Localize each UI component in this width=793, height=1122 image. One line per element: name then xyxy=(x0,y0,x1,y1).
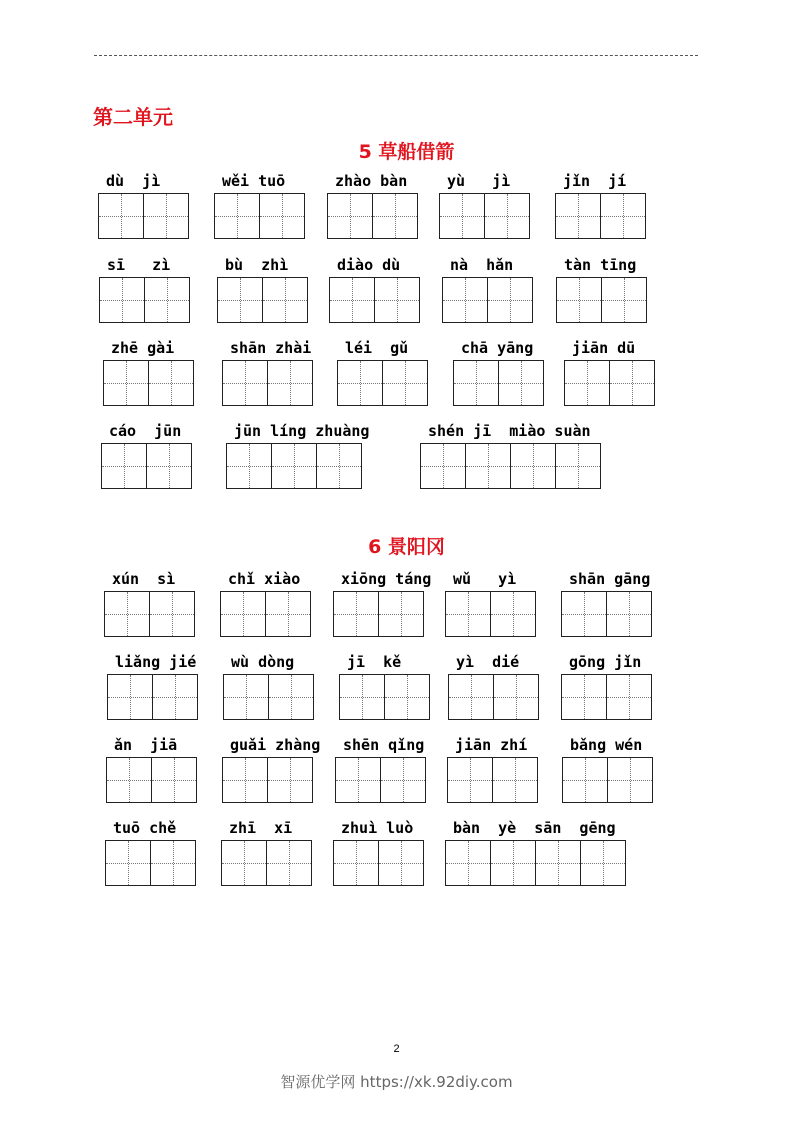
tianzige-cell[interactable] xyxy=(484,193,530,239)
tianzige-cell[interactable] xyxy=(510,443,556,489)
tianzige-cell[interactable] xyxy=(146,443,192,489)
tianzige-cell[interactable] xyxy=(105,840,151,886)
tianzige-cell[interactable] xyxy=(555,193,601,239)
tianzige-cell[interactable] xyxy=(447,757,493,803)
tianzige-cell[interactable] xyxy=(561,674,607,720)
pinyin-label: zhē gài xyxy=(111,339,175,357)
tianzige-cell[interactable] xyxy=(562,757,608,803)
exercise-item xyxy=(98,172,188,239)
tianzige-cell[interactable] xyxy=(580,840,626,886)
writing-boxes[interactable] xyxy=(220,591,310,637)
writing-boxes[interactable] xyxy=(107,674,197,720)
exercise-item xyxy=(220,570,310,637)
writing-boxes[interactable] xyxy=(217,277,307,323)
tianzige-cell[interactable] xyxy=(266,840,312,886)
pinyin-label: xún sì xyxy=(112,570,176,588)
pinyin-label: chā yāng xyxy=(461,339,534,357)
tianzige-cell[interactable] xyxy=(335,757,381,803)
tianzige-cell[interactable] xyxy=(148,360,194,406)
tianzige-cell[interactable] xyxy=(271,443,317,489)
tianzige-cell[interactable] xyxy=(535,840,581,886)
tianzige-cell[interactable] xyxy=(267,360,313,406)
tianzige-cell[interactable] xyxy=(465,443,511,489)
tianzige-cell[interactable] xyxy=(265,591,311,637)
writing-boxes[interactable] xyxy=(561,674,651,720)
pinyin-label: ǎn jiā xyxy=(114,736,178,754)
tianzige-cell[interactable] xyxy=(382,360,428,406)
exercise-item xyxy=(106,736,196,803)
pinyin-label: shān gāng xyxy=(569,570,651,588)
tianzige-cell[interactable] xyxy=(98,193,144,239)
writing-boxes[interactable] xyxy=(329,277,419,323)
tianzige-cell[interactable] xyxy=(268,674,314,720)
tianzige-cell[interactable] xyxy=(106,757,152,803)
writing-boxes[interactable] xyxy=(448,674,538,720)
tianzige-cell[interactable] xyxy=(490,840,536,886)
tianzige-cell[interactable] xyxy=(107,674,153,720)
tianzige-cell[interactable] xyxy=(600,193,646,239)
tianzige-cell[interactable] xyxy=(493,674,539,720)
exercise-item xyxy=(333,570,431,637)
writing-boxes[interactable] xyxy=(222,757,320,803)
pinyin-label: zhào bàn xyxy=(335,172,408,190)
pinyin-label: wěi tuō xyxy=(222,172,286,190)
writing-boxes[interactable] xyxy=(562,757,652,803)
writing-boxes[interactable] xyxy=(214,193,304,239)
pinyin-label: chǐ xiào xyxy=(228,570,301,588)
tianzige-cell[interactable] xyxy=(104,591,150,637)
writing-boxes[interactable] xyxy=(99,277,189,323)
tianzige-cell[interactable] xyxy=(609,360,655,406)
tianzige-cell[interactable] xyxy=(448,674,494,720)
writing-boxes[interactable] xyxy=(420,443,600,489)
tianzige-cell[interactable] xyxy=(453,360,499,406)
writing-boxes[interactable] xyxy=(223,674,313,720)
tianzige-cell[interactable] xyxy=(555,443,601,489)
exercise-item xyxy=(339,653,429,720)
tianzige-cell[interactable] xyxy=(498,360,544,406)
lesson-5-title: 5 草船借箭 xyxy=(358,141,455,163)
writing-boxes[interactable] xyxy=(556,277,646,323)
tianzige-cell[interactable] xyxy=(564,360,610,406)
footer-watermark: 智源优学网 https://xk.92diy.com xyxy=(280,1073,513,1091)
tianzige-cell[interactable] xyxy=(220,591,266,637)
writing-boxes[interactable] xyxy=(555,193,645,239)
tianzige-cell[interactable] xyxy=(149,591,195,637)
exercise-item xyxy=(445,819,625,886)
tianzige-cell[interactable] xyxy=(601,277,647,323)
exercise-item xyxy=(335,736,425,803)
pinyin-label: cáo jūn xyxy=(109,422,182,440)
pinyin-label: jī kě xyxy=(347,653,402,671)
tianzige-cell[interactable] xyxy=(144,277,190,323)
exercise-item xyxy=(561,653,651,720)
pinyin-label: shān zhài xyxy=(230,339,312,357)
tianzige-cell[interactable] xyxy=(150,840,196,886)
exercise-item xyxy=(222,736,320,803)
tianzige-cell[interactable] xyxy=(329,277,375,323)
pinyin-label: guǎi zhàng xyxy=(230,736,321,754)
tianzige-cell[interactable] xyxy=(607,757,653,803)
exercise-item xyxy=(453,339,543,406)
pinyin-label: bù zhì xyxy=(225,256,289,274)
top-dashed-rule xyxy=(94,55,698,56)
exercise-item xyxy=(103,339,193,406)
tianzige-cell[interactable] xyxy=(372,193,418,239)
exercise-item xyxy=(442,256,532,323)
exercise-item xyxy=(448,653,538,720)
pinyin-label: tàn tīng xyxy=(564,256,637,274)
tianzige-cell[interactable] xyxy=(380,757,426,803)
exercise-item xyxy=(105,819,195,886)
writing-boxes[interactable] xyxy=(445,840,625,886)
tianzige-cell[interactable] xyxy=(217,277,263,323)
tianzige-cell[interactable] xyxy=(221,840,267,886)
exercise-item xyxy=(333,819,423,886)
writing-boxes[interactable] xyxy=(439,193,529,239)
tianzige-cell[interactable] xyxy=(262,277,308,323)
tianzige-cell[interactable] xyxy=(226,443,272,489)
writing-boxes[interactable] xyxy=(339,674,429,720)
tianzige-cell[interactable] xyxy=(487,277,533,323)
exercise-item xyxy=(439,172,529,239)
exercise-item xyxy=(329,256,419,323)
exercise-item xyxy=(104,570,194,637)
unit-title: 第二单元 xyxy=(93,105,173,129)
tianzige-cell[interactable] xyxy=(492,757,538,803)
pinyin-label: sī zì xyxy=(107,256,171,274)
writing-boxes[interactable] xyxy=(222,360,312,406)
pinyin-label: yù jì xyxy=(447,172,511,190)
tianzige-cell[interactable] xyxy=(267,757,313,803)
exercise-item xyxy=(223,653,313,720)
writing-boxes[interactable] xyxy=(103,360,193,406)
tianzige-cell[interactable] xyxy=(439,193,485,239)
tianzige-cell[interactable] xyxy=(606,674,652,720)
tianzige-cell[interactable] xyxy=(556,277,602,323)
exercise-item xyxy=(217,256,307,323)
pinyin-label: jūn líng zhuàng xyxy=(234,422,370,440)
page-number: 2 xyxy=(393,1043,400,1055)
tianzige-cell[interactable] xyxy=(420,443,466,489)
pinyin-label: nà hǎn xyxy=(450,256,514,274)
tianzige-cell[interactable] xyxy=(214,193,260,239)
writing-boxes[interactable] xyxy=(561,591,651,637)
exercise-item xyxy=(556,256,646,323)
writing-boxes[interactable] xyxy=(105,840,195,886)
exercise-item xyxy=(562,736,652,803)
tianzige-cell[interactable] xyxy=(339,674,385,720)
tianzige-cell[interactable] xyxy=(333,591,379,637)
exercise-item xyxy=(445,570,535,637)
writing-boxes[interactable] xyxy=(337,360,427,406)
pinyin-label: diào dù xyxy=(337,256,401,274)
pinyin-label: yì dié xyxy=(456,653,520,671)
exercise-item xyxy=(327,172,417,239)
exercise-item xyxy=(420,422,600,489)
writing-boxes[interactable] xyxy=(226,443,369,489)
exercise-item xyxy=(555,172,645,239)
writing-boxes[interactable] xyxy=(106,757,196,803)
tianzige-cell[interactable] xyxy=(445,591,491,637)
exercise-item xyxy=(99,256,189,323)
exercise-item xyxy=(564,339,654,406)
exercise-item xyxy=(561,570,651,637)
writing-boxes[interactable] xyxy=(104,591,194,637)
pinyin-label: wǔ yì xyxy=(453,570,517,588)
pinyin-label: wù dòng xyxy=(231,653,295,671)
writing-boxes[interactable] xyxy=(445,591,535,637)
tianzige-cell[interactable] xyxy=(442,277,488,323)
tianzige-cell[interactable] xyxy=(374,277,420,323)
pinyin-label: gōng jǐn xyxy=(569,653,642,671)
tianzige-cell[interactable] xyxy=(259,193,305,239)
pinyin-label: bàn yè sān gēng xyxy=(453,819,616,837)
pinyin-label: xiōng táng xyxy=(341,570,432,588)
writing-boxes[interactable] xyxy=(333,591,431,637)
tianzige-cell[interactable] xyxy=(384,674,430,720)
pinyin-label: jǐn jí xyxy=(563,172,627,190)
pinyin-label: zhī xī xyxy=(229,819,293,837)
pinyin-label: zhuì luò xyxy=(341,819,414,837)
pinyin-label: liǎng jié xyxy=(115,653,197,671)
tianzige-cell[interactable] xyxy=(222,757,268,803)
writing-boxes[interactable] xyxy=(442,277,532,323)
writing-boxes[interactable] xyxy=(327,193,417,239)
pinyin-label: dù jì xyxy=(106,172,161,190)
tianzige-cell[interactable] xyxy=(223,674,269,720)
writing-boxes[interactable] xyxy=(98,193,188,239)
tianzige-cell[interactable] xyxy=(561,591,607,637)
tianzige-cell[interactable] xyxy=(606,591,652,637)
writing-boxes[interactable] xyxy=(333,840,423,886)
pinyin-label: tuō chě xyxy=(113,819,177,837)
pinyin-label: bǎng wén xyxy=(570,736,643,754)
tianzige-cell[interactable] xyxy=(151,757,197,803)
exercise-item xyxy=(447,736,537,803)
tianzige-cell[interactable] xyxy=(445,840,491,886)
exercise-item xyxy=(221,819,311,886)
exercise-item xyxy=(222,339,312,406)
writing-boxes[interactable] xyxy=(335,757,425,803)
exercise-item xyxy=(101,422,191,489)
writing-boxes[interactable] xyxy=(101,443,191,489)
writing-boxes[interactable] xyxy=(564,360,654,406)
tianzige-cell[interactable] xyxy=(378,840,424,886)
tianzige-cell[interactable] xyxy=(103,360,149,406)
exercise-item xyxy=(107,653,197,720)
pinyin-label: jiān zhí xyxy=(455,736,528,754)
tianzige-cell[interactable] xyxy=(101,443,147,489)
lesson-6-title: 6 景阳冈 xyxy=(368,536,445,558)
tianzige-cell[interactable] xyxy=(99,277,145,323)
tianzige-cell[interactable] xyxy=(333,840,379,886)
tianzige-cell[interactable] xyxy=(316,443,362,489)
tianzige-cell[interactable] xyxy=(490,591,536,637)
tianzige-cell[interactable] xyxy=(337,360,383,406)
writing-boxes[interactable] xyxy=(447,757,537,803)
tianzige-cell[interactable] xyxy=(378,591,424,637)
writing-boxes[interactable] xyxy=(453,360,543,406)
pinyin-label: jiān dū xyxy=(572,339,636,357)
pinyin-label: shēn qǐng xyxy=(343,736,425,754)
exercise-item xyxy=(337,339,427,406)
tianzige-cell[interactable] xyxy=(222,360,268,406)
tianzige-cell[interactable] xyxy=(143,193,189,239)
tianzige-cell[interactable] xyxy=(327,193,373,239)
pinyin-label: léi gǔ xyxy=(345,339,409,357)
exercise-item xyxy=(214,172,304,239)
exercise-item xyxy=(226,422,369,489)
tianzige-cell[interactable] xyxy=(152,674,198,720)
writing-boxes[interactable] xyxy=(221,840,311,886)
pinyin-label: shén jī miào suàn xyxy=(428,422,591,440)
